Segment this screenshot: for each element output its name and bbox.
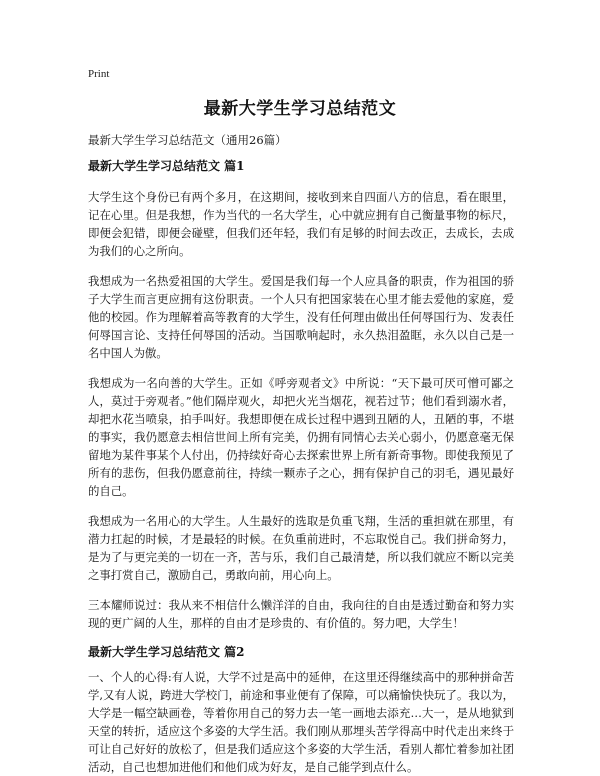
document-subtitle: 最新大学生学习总结范文（通用26篇） xyxy=(88,133,287,147)
section-heading-1: 最新大学生学习总结范文 篇1 xyxy=(88,159,245,173)
paragraph: 我想成为一名热爱祖国的大学生。爱国是我们每一个人应具备的职责，作为祖国的骄子大学生而言更应拥有这份职责。一个人只有把国家装在心里才能去爱他的家庭，爱他的校园。作为理解着高等教育的大学生，没有任何理由做出任何辱国行为、发表任何辱国言论、支持任何辱国的活动。当国歌响起时，永久热泪盈眶，永久以自己是一名中国人为傲。 xyxy=(88,274,514,360)
document-body xyxy=(88,158,514,776)
paragraph: 我想成为一名向善的大学生。正如《呼旁观者文》中所说：“天下最可厌可憎可鄙之人，莫过于旁观者。”他们隔岸观火，却把火光当烟花，视若过节；他们看到溺水者，却把水花当喷泉，拍手叫好。我想即便在成长过程中遇到丑陋的人，丑陋的事，不堪的事实，我仍愿意去相信世间上所有完美，仍拥有同情心去关心弱小，仍愿意毫无保留地为某件事某个人付出，仍持续好奇心去探索世界上所有新奇事物。即使我预见了所有的悲伤，但我仍愿意前往，持续一颗赤子之心，拥有保护自己的羽毛，遇见最好的自己。 xyxy=(88,376,514,498)
print-link[interactable]: Print xyxy=(88,68,110,80)
paragraph: 我想成为一名用心的大学生。人生最好的选取是负重飞翔，生活的重担就在那里，有潜力扛起的时候，才是最轻的时候。在负重前进时，不忘取悦自己。我们拼命努力，是为了与更完美的一切在一齐，苦与乐，我们自己最清楚，所以我们就应不断以完美之事打赏自己，激励自己，勇敢向前，用心向上。 xyxy=(88,514,514,582)
paragraph: 一、个人的心得:有人说，大学不过是高中的延伸，在这里还得继续高中的那种拼命苦学,又有人说，跨进大学校门，前途和事业便有了保障，可以痛愉快快玩了。我以为，大学是一幅空缺画卷，等着你用自己的努力去一笔一画地去添充…大一，是从地狱到天堂的转折，适应这个多姿的大学生活。我们刚从那埋头苦学得高中时代走出来终于可让自己好好的放松了，但是我们适应这个多姿的大学生活，看别人都忙着参加社团活动，自己也想加进他们和他们成为好友，是自己能学到点什么。 xyxy=(88,670,514,774)
section-heading-2: 最新大学生学习总结范文 篇2 xyxy=(88,645,245,659)
paragraph: 三本耀师说过：我从来不相信什么懒洋洋的自由，我向往的自由是透过勤奋和努力实现的更广阔的人生，那样的自由才是珍贵的、有价值的。努力吧，大学生！ xyxy=(88,598,514,630)
paragraph: 大学生这个身份已有两个多月，在这期间，接收到来自四面八方的信息，看在眼里，记在心里。但是我想，作为当代的一名大学生，心中就应拥有自己衡量事物的标尺，即便会犯错，即便会碰壁，但我们还年轻，我们有足够的时间去改正，去成长，去成为我们的心之所向。 xyxy=(88,190,514,258)
page-title: 最新大学生学习总结范文 xyxy=(203,99,397,119)
